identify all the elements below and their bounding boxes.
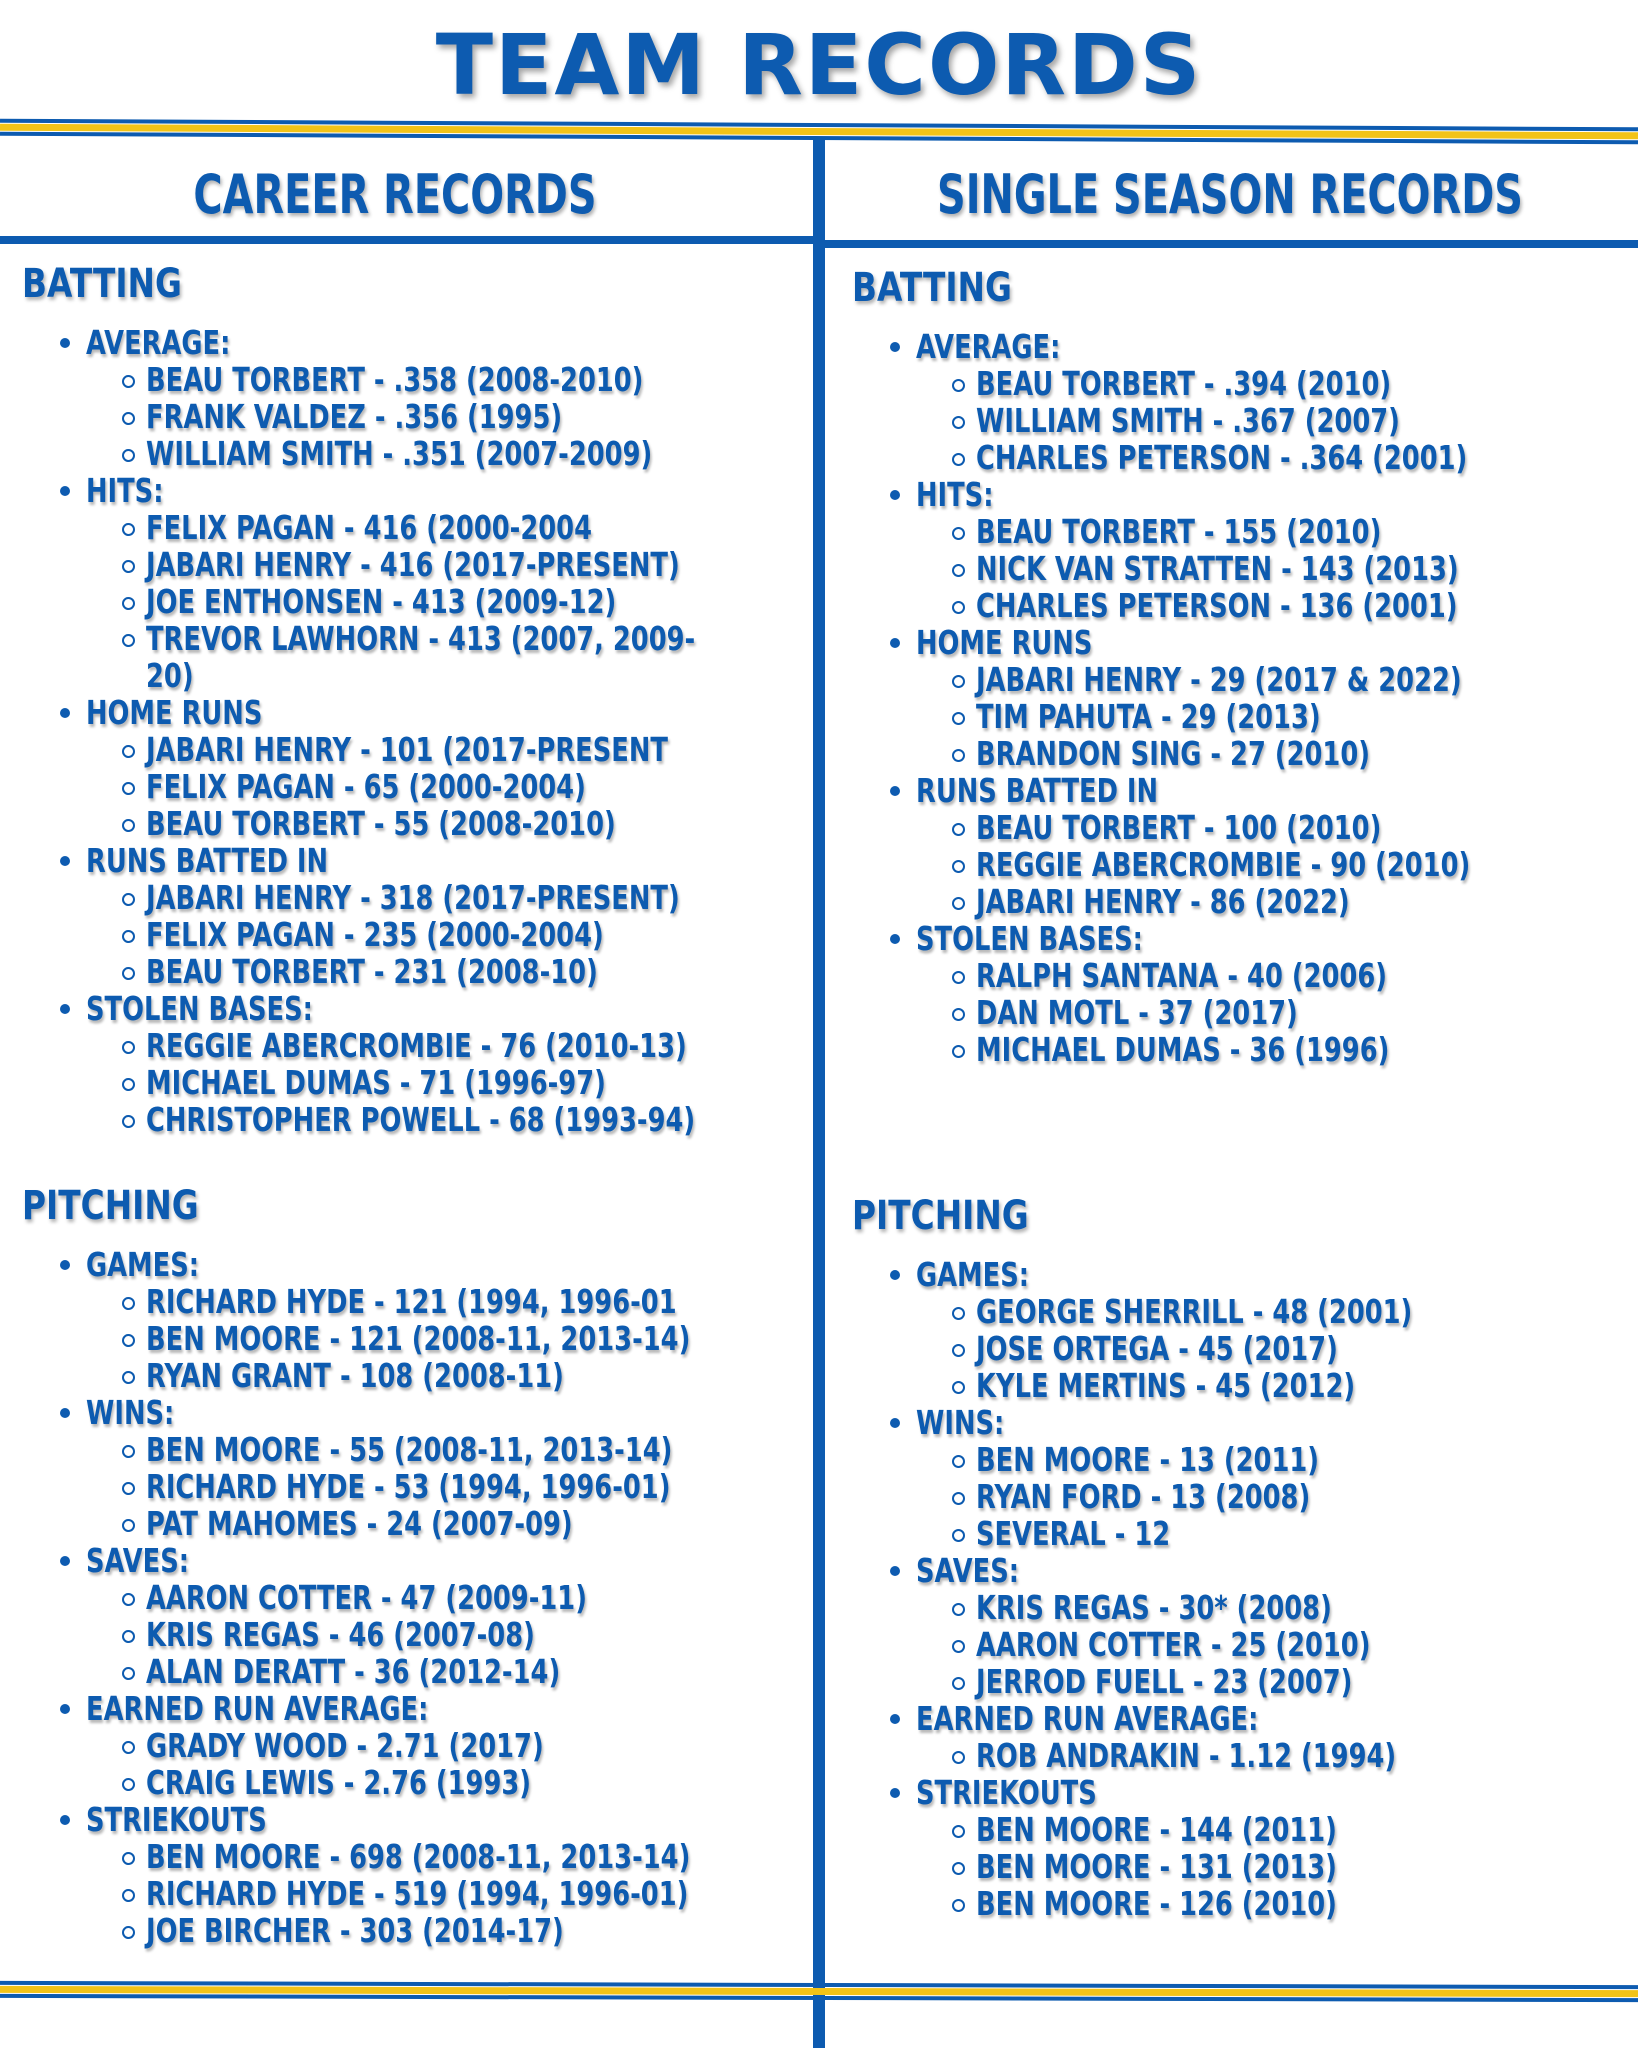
category-label: EARNED RUN AVERAGE:: [86, 1689, 429, 1728]
record-item: [946, 994, 1610, 1031]
category-label: WINS:: [86, 1393, 175, 1432]
record-text: REGGIE ABERCROMBIE - 90 (2010): [976, 845, 1471, 884]
section-title: BATTING: [852, 265, 1012, 311]
record-text: KRIS REGAS - 30* (2008): [976, 1588, 1332, 1627]
record-text: BEN MOORE - 55 (2008-11, 2013-14): [146, 1430, 673, 1469]
record-text: RYAN GRANT - 108 (2008-11): [146, 1356, 564, 1395]
record-text: JOE BIRCHER - 303 (2014-17): [146, 1911, 564, 1950]
record-item: [946, 809, 1610, 846]
category-item: [54, 1246, 844, 1283]
record-item: [116, 1101, 916, 1138]
record-item: [946, 1663, 1535, 1700]
record-text: RICHARD HYDE - 121 (1994, 1996-01: [146, 1282, 677, 1321]
category-item: [884, 1404, 1535, 1441]
career-records-heading: CAREER RECORDS: [193, 163, 597, 226]
record-text: KRIS REGAS - 46 (2007-08): [146, 1615, 535, 1654]
category-label: WINS:: [916, 1403, 1005, 1442]
record-item: [946, 1330, 1535, 1367]
record-item: [116, 583, 916, 620]
record-text: TREVOR LAWHORN - 413 (2007, 2009- 20): [146, 619, 696, 695]
record-item: [116, 1320, 844, 1357]
category-label: STOLEN BASES:: [86, 989, 313, 1028]
record-text: FRANK VALDEZ - .356 (1995): [146, 397, 563, 436]
record-item: [946, 365, 1610, 402]
record-item: [116, 1616, 844, 1653]
record-item: [946, 587, 1610, 624]
record-item: [946, 1589, 1535, 1626]
season-header-underline: [825, 240, 1638, 248]
record-item: [946, 1441, 1535, 1478]
category-item: [884, 1256, 1535, 1293]
record-text: JABARI HENRY - 101 (2017-PRESENT: [146, 730, 668, 769]
record-text: WILLIAM SMITH - .367 (2007): [976, 401, 1400, 440]
record-text: CHARLES PETERSON - .364 (2001): [976, 438, 1468, 477]
category-label: HITS:: [86, 471, 164, 510]
record-text: JABARI HENRY - 86 (2022): [976, 882, 1350, 921]
career-batting-section: [22, 258, 916, 1138]
category-item: [54, 472, 916, 509]
record-text: SEVERAL - 12: [976, 1514, 1171, 1553]
record-item: [946, 1737, 1535, 1774]
category-item: [54, 694, 916, 731]
record-text: AARON COTTER - 25 (2010): [976, 1625, 1371, 1664]
record-item: [116, 1357, 844, 1394]
category-item: [54, 990, 916, 1027]
record-item: [946, 1811, 1535, 1848]
record-item: [116, 768, 916, 805]
category-label: HOME RUNS: [86, 693, 263, 732]
category-label: STRIEKOUTS: [916, 1773, 1097, 1812]
record-text: JABARI HENRY - 416 (2017-PRESENT): [146, 545, 680, 584]
record-text: BRANDON SING - 27 (2010): [976, 734, 1370, 773]
record-text: JABARI HENRY - 318 (2017-PRESENT): [146, 878, 680, 917]
record-text: BEN MOORE - 144 (2011): [976, 1810, 1337, 1849]
record-item: [946, 513, 1610, 550]
category-item: [54, 1690, 844, 1727]
category-item: [884, 328, 1610, 365]
record-item: [116, 953, 916, 990]
category-item: [884, 1774, 1535, 1811]
record-text: ALAN DERATT - 36 (2012-14): [146, 1652, 561, 1691]
category-item: [884, 1552, 1535, 1589]
single-season-records-heading: SINGLE SEASON RECORDS: [937, 163, 1523, 226]
record-item: [946, 1626, 1535, 1663]
record-text: BEAU TORBERT - 100 (2010): [976, 808, 1382, 847]
record-item: [116, 398, 916, 435]
record-item: [116, 1283, 844, 1320]
category-item: [54, 1801, 844, 1838]
record-item: [116, 805, 916, 842]
record-text: CHRISTOPHER POWELL - 68 (1993-94): [146, 1100, 696, 1139]
record-item: [116, 1505, 844, 1542]
category-item: [884, 1700, 1535, 1737]
record-item: [116, 1838, 844, 1875]
record-item: [116, 620, 916, 694]
category-item: [54, 1542, 844, 1579]
section-title: PITCHING: [852, 1193, 1029, 1239]
record-text: CRAIG LEWIS - 2.76 (1993): [146, 1763, 532, 1802]
record-item: [946, 698, 1610, 735]
category-item: [54, 324, 916, 361]
record-item: [116, 361, 916, 398]
record-item: [116, 1027, 916, 1064]
category-label: AVERAGE:: [916, 327, 1061, 366]
record-text: ROB ANDRAKIN - 1.12 (1994): [976, 1736, 1397, 1775]
record-text: BEN MOORE - 131 (2013): [976, 1847, 1337, 1886]
record-item: [116, 879, 916, 916]
category-item: [884, 920, 1610, 957]
record-text: JERROD FUELL - 23 (2007): [976, 1662, 1353, 1701]
record-item: [946, 1515, 1535, 1552]
record-item: [116, 1468, 844, 1505]
record-text: GRADY WOOD - 2.71 (2017): [146, 1726, 544, 1765]
record-item: [946, 661, 1610, 698]
record-text: BEAU TORBERT - .394 (2010): [976, 364, 1392, 403]
category-label: RUNS BATTED IN: [86, 841, 329, 880]
record-item: [116, 1764, 844, 1801]
record-item: [946, 1885, 1535, 1922]
record-text: FELIX PAGAN - 235 (2000-2004): [146, 915, 604, 954]
category-item: [54, 1394, 844, 1431]
record-text: REGGIE ABERCROMBIE - 76 (2010-13): [146, 1026, 687, 1065]
record-item: [946, 957, 1610, 994]
category-label: GAMES:: [916, 1255, 1030, 1294]
category-item: [884, 476, 1610, 513]
record-text: RICHARD HYDE - 519 (1994, 1996-01): [146, 1874, 689, 1913]
category-label: SAVES:: [916, 1551, 1020, 1590]
record-text: BEAU TORBERT - .358 (2008-2010): [146, 360, 644, 399]
record-item: [116, 1912, 844, 1949]
category-label: STOLEN BASES:: [916, 919, 1143, 958]
category-item: [884, 624, 1610, 661]
record-text: FELIX PAGAN - 65 (2000-2004): [146, 767, 586, 806]
record-text: JOSE ORTEGA - 45 (2017): [976, 1329, 1338, 1368]
record-item: [946, 439, 1610, 476]
record-text: BEAU TORBERT - 231 (2008-10): [146, 952, 598, 991]
record-text: AARON COTTER - 47 (2009-11): [146, 1578, 587, 1617]
record-item: [116, 509, 916, 546]
record-text: BEN MOORE - 698 (2008-11, 2013-14): [146, 1837, 691, 1876]
record-text: BEN MOORE - 13 (2011): [976, 1440, 1320, 1479]
record-item: [116, 435, 916, 472]
record-item: [116, 546, 916, 583]
record-item: [946, 846, 1610, 883]
category-label: AVERAGE:: [86, 323, 231, 362]
record-item: [946, 1848, 1535, 1885]
record-item: [946, 883, 1610, 920]
record-text: BEAU TORBERT - 55 (2008-2010): [146, 804, 616, 843]
category-item: [54, 842, 916, 879]
record-item: [116, 731, 916, 768]
record-text: BEN MOORE - 126 (2010): [976, 1884, 1337, 1923]
record-text: FELIX PAGAN - 416 (2000-2004: [146, 508, 592, 547]
record-item: [946, 735, 1610, 772]
season-pitching-section: [852, 1190, 1535, 1922]
record-item: [116, 1579, 844, 1616]
record-text: GEORGE SHERRILL - 48 (2001): [976, 1292, 1413, 1331]
record-text: RICHARD HYDE - 53 (1994, 1996-01): [146, 1467, 671, 1506]
record-text: JOE ENTHONSEN - 413 (2009-12): [146, 582, 617, 621]
section-title: BATTING: [22, 261, 182, 307]
category-label: HOME RUNS: [916, 623, 1093, 662]
career-pitching-section: [22, 1180, 844, 1949]
section-title: PITCHING: [22, 1183, 199, 1229]
season-batting-section: [852, 262, 1610, 1068]
record-text: TIM PAHUTA - 29 (2013): [976, 697, 1321, 736]
record-item: [946, 550, 1610, 587]
record-text: BEAU TORBERT - 155 (2010): [976, 512, 1382, 551]
category-label: RUNS BATTED IN: [916, 771, 1159, 810]
record-item: [946, 1031, 1610, 1068]
record-item: [116, 1727, 844, 1764]
category-label: STRIEKOUTS: [86, 1800, 267, 1839]
record-text: KYLE MERTINS - 45 (2012): [976, 1366, 1356, 1405]
record-text: CHARLES PETERSON - 136 (2001): [976, 586, 1458, 625]
record-text: DAN MOTL - 37 (2017): [976, 993, 1298, 1032]
record-text: RALPH SANTANA - 40 (2006): [976, 956, 1388, 995]
page-title: TEAM RECORDS: [435, 16, 1203, 114]
record-text: PAT MAHOMES - 24 (2007-09): [146, 1504, 573, 1543]
record-item: [116, 1064, 916, 1101]
category-item: [884, 772, 1610, 809]
record-item: [946, 1293, 1535, 1330]
record-text: BEN MOORE - 121 (2008-11, 2013-14): [146, 1319, 691, 1358]
record-item: [946, 402, 1610, 439]
category-label: HITS:: [916, 475, 994, 514]
record-item: [946, 1478, 1535, 1515]
record-text: JABARI HENRY - 29 (2017 & 2022): [976, 660, 1462, 699]
record-text: RYAN FORD - 13 (2008): [976, 1477, 1311, 1516]
record-item: [116, 1875, 844, 1912]
record-text: MICHAEL DUMAS - 36 (1996): [976, 1030, 1390, 1069]
category-label: GAMES:: [86, 1245, 200, 1284]
category-label: EARNED RUN AVERAGE:: [916, 1699, 1259, 1738]
record-item: [116, 1653, 844, 1690]
record-text: MICHAEL DUMAS - 71 (1996-97): [146, 1063, 606, 1102]
record-text: NICK VAN STRATTEN - 143 (2013): [976, 549, 1459, 588]
category-label: SAVES:: [86, 1541, 190, 1580]
record-item: [116, 916, 916, 953]
record-text: WILLIAM SMITH - .351 (2007-2009): [146, 434, 653, 473]
record-item: [946, 1367, 1535, 1404]
record-item: [116, 1431, 844, 1468]
